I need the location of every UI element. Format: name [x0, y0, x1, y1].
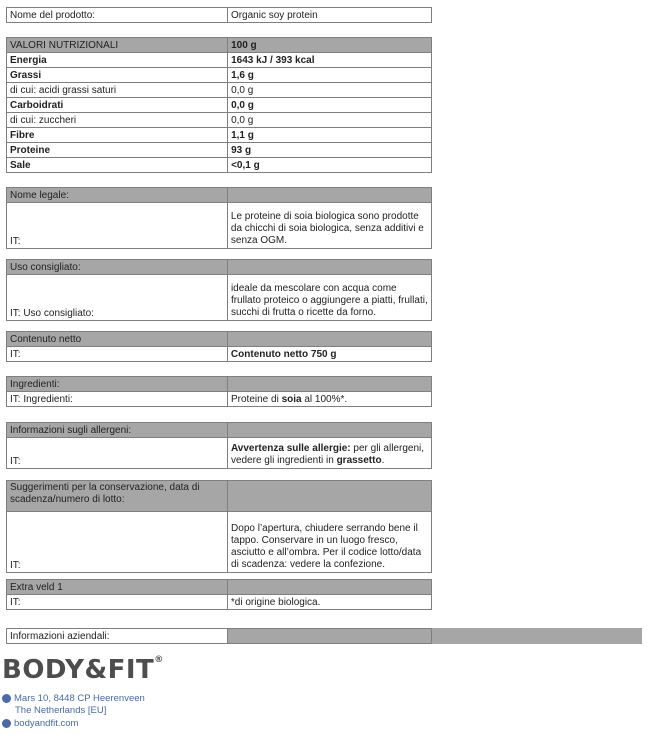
- nutrition-row-label: Sale: [7, 158, 228, 173]
- nutrition-row-label: Carboidrati: [7, 98, 228, 113]
- nutrition-row-value: 0,0 g: [228, 113, 432, 128]
- ingredients-lang: IT: Ingredienti:: [7, 392, 228, 407]
- usage-title: Uso consigliato:: [7, 260, 228, 275]
- address-line-2: The Netherlands [EU]: [15, 705, 107, 716]
- net-content-lang: IT:: [7, 347, 228, 362]
- product-table: [6, 7, 432, 23]
- ingredients-bold: soia: [281, 394, 302, 405]
- nutrition-row-label: Proteine: [7, 143, 228, 158]
- legal-name-lang: IT:: [7, 203, 228, 249]
- nutrition-row-label: di cui: acidi grassi saturi: [7, 83, 228, 98]
- product-label: Nome del prodotto:: [7, 8, 228, 23]
- net-content-text: Contenuto netto 750 g: [227, 347, 431, 362]
- extra-text: *di origine biologica.: [227, 595, 431, 610]
- usage-text: ideale da mescolare con acqua come frullato proteico o aggiungere a piatti, frullati, succhi di frutta o ricette da forno.: [227, 275, 431, 321]
- address-line-1: Mars 10, 8448 CP Heerenveen: [2, 693, 145, 704]
- allergens-title: Informazioni sugli allergeni:: [7, 423, 228, 438]
- storage-lang: IT:: [7, 512, 228, 573]
- globe-icon: [2, 719, 11, 728]
- brand-logo: BODY&FIT®: [2, 655, 164, 685]
- net-content-title: Contenuto netto: [7, 332, 228, 347]
- allergens-lang: IT:: [7, 438, 228, 469]
- nutrition-row-value: 1643 kJ / 393 kcal: [228, 53, 432, 68]
- nutrition-header-label: VALORI NUTRIZIONALI: [7, 38, 228, 53]
- company-table: [6, 628, 432, 644]
- nutrition-row-value: <0,1 g: [228, 158, 432, 173]
- nutrition-row-label: di cui: zuccheri: [7, 113, 228, 128]
- net-content-table: [6, 331, 432, 362]
- nutrition-table: [6, 37, 432, 173]
- location-pin-icon: [2, 694, 11, 703]
- legal-name-text: Le proteine di soia biologica sono prodotte da chicchi di soia biologica, senza additivi e senza OGM.: [227, 203, 431, 249]
- extra-lang: IT:: [7, 595, 228, 610]
- nutrition-row-value: 0,0 g: [228, 98, 432, 113]
- nutrition-row-label: Fibre: [7, 128, 228, 143]
- product-value: Organic soy protein: [227, 8, 431, 23]
- nutrition-row-value: 0,0 g: [228, 83, 432, 98]
- legal-name-table: [6, 187, 432, 249]
- extra-table: [6, 579, 432, 610]
- usage-lang: IT: Uso consigliato:: [7, 275, 228, 321]
- nutrition-header-value: 100 g: [228, 38, 432, 53]
- nutrition-row-value: 1,1 g: [228, 128, 432, 143]
- nutrition-row-label: Energia: [7, 53, 228, 68]
- ingredients-text: Proteine di soia al 100%*.: [227, 392, 431, 407]
- ingredients-title: Ingredienti:: [7, 377, 228, 392]
- allergens-text: Avvertenza sulle allergie: per gli allergeni, vedere gli ingredienti in grassetto.: [227, 438, 431, 469]
- nutrition-row-value: 1,6 g: [228, 68, 432, 83]
- storage-table: [6, 480, 432, 573]
- company-title: Informazioni aziendali:: [7, 629, 228, 644]
- allergens-table: [6, 422, 432, 469]
- extra-title: Extra veld 1: [7, 580, 228, 595]
- nutrition-row-value: 93 g: [228, 143, 432, 158]
- website-link[interactable]: bodyandfit.com: [2, 718, 78, 729]
- ingredients-table: [6, 376, 432, 407]
- nutrition-row-label: Grassi: [7, 68, 228, 83]
- legal-name-title: Nome legale:: [7, 188, 228, 203]
- storage-title: Suggerimenti per la conservazione, data di scadenza/numero di lotto:: [7, 481, 228, 512]
- usage-table: [6, 259, 432, 321]
- company-bar-extension: [432, 628, 642, 644]
- storage-text: Dopo l’apertura, chiudere serrando bene il tappo. Conservare in un luogo fresco, asciutto e all’ombra. Per il codice lotto/data di scadenza: vedere la confezione.: [228, 512, 432, 573]
